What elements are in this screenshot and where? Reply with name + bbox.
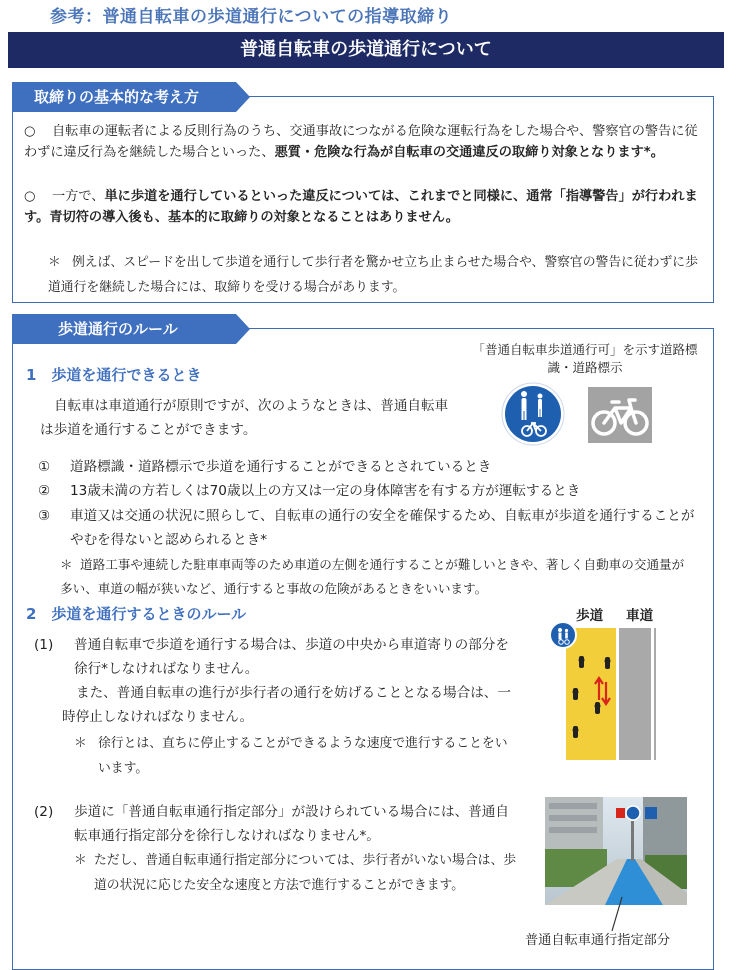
pedestrian-bicycle-sign-icon — [500, 381, 566, 447]
basic-section-tab — [12, 82, 236, 112]
basic-item-2-bullet: ○ — [24, 189, 36, 204]
section1-item-1 — [38, 457, 698, 478]
basic-item-1-bold: 悪質・危険な行為が自転車の交通違反の取締り対象となります*。 — [274, 145, 664, 160]
basic-item-2-bold: 単に歩道を通行しているといった違反については、これまでと同様に、通常「指導警告」が行われます。青切符の導入後も、基本的に取締りの対象となることはありません。 — [24, 189, 698, 225]
rules-section-tab — [12, 314, 236, 344]
section1-item-3 — [38, 504, 698, 552]
sidewalk-diagram — [548, 620, 668, 762]
section2-heading: 2 歩道を通行するときのルール — [26, 605, 247, 623]
rule2-note — [74, 848, 518, 898]
section1-item-2 — [38, 481, 698, 502]
section1-note — [60, 553, 696, 601]
section1-item-2-text: 13歳未満の方若しくは70歳以上の方又は一定の身体障害を有する方が運転するとき — [70, 483, 581, 499]
designated-lane-photo — [545, 797, 687, 905]
cyclist-icon — [595, 702, 601, 714]
basic-item-2 — [24, 186, 704, 228]
rule1-note-mark: ＊ — [74, 736, 87, 751]
rule1 — [34, 633, 514, 681]
rule2-note-mark: ＊ — [74, 853, 87, 868]
section1-item-3-num: ③ — [38, 508, 51, 524]
section1-item-1-text: 道路標識・道路標示で歩道を通行することができるとされているとき — [70, 459, 492, 475]
section1-intro: 自転車は車道通行が原則ですが、次のようなときは、普通自転車は歩道を通行することができます。 — [40, 398, 449, 438]
rule2 — [34, 800, 518, 848]
basic-item-1 — [24, 121, 704, 163]
rule1-note — [74, 731, 514, 781]
section1-item-1-num: ① — [38, 459, 51, 475]
section1-item-3-text: 車道又は交通の状況に照らして、自転車の通行の安全を確保するため、自転車が歩道を通行することがやむを得ないと認められるとき* — [70, 508, 695, 548]
basic-item-1-bullet: ○ — [24, 124, 36, 139]
cyclist-icon — [605, 657, 611, 669]
page-title: 普通自転車の歩道通行について — [8, 32, 724, 68]
basic-note — [48, 250, 698, 300]
cyclist-icon — [573, 726, 579, 738]
bicycle-road-marking-icon — [588, 387, 652, 443]
label-sidewalk: 歩道 — [576, 608, 604, 624]
basic-section-tab-label: 取締りの基本的な考え方 — [34, 88, 200, 106]
rules-section-tab-label: 歩道通行のルール — [58, 320, 178, 338]
cyclist-icon — [579, 656, 585, 668]
rule2-note-text: ただし、普通自転車通行指定部分については、歩行者がいない場合は、歩道の状況に応じた安全な速度と方法で進行することができます。 — [94, 853, 517, 893]
basic-note-text: 例えば、スピードを出して歩道を通行して歩行者を驚かせ立ち止まらせた場合や、警察官の警告に従わずに歩道通行を継続した場合には、取締りを受ける場合があります。 — [48, 255, 698, 295]
sign-caption: 「普通自転車歩道通行可」を示す道路標識・道路標示 — [472, 342, 698, 375]
label-roadway: 車道 — [626, 608, 654, 624]
rule1-text2: また、普通自転車の進行が歩行者の通行を妨げることとなる場合は、一時停止しなければなりません。 — [62, 685, 511, 725]
cyclist-icon — [573, 688, 579, 700]
basic-item-2-text: 一方で、 — [52, 189, 105, 204]
rule1-num: (1) — [34, 637, 54, 653]
basic-note-mark: ＊ — [48, 255, 61, 270]
rule2-text: 歩道に「普通自転車通行指定部分」が設けられている場合には、普通自転車通行指定部分を徐行しなければなりません*。 — [74, 804, 509, 844]
rule1-text: 普通自転車で歩道を通行する場合は、歩道の中央から車道寄りの部分を徐行*しなければなりません。 — [74, 637, 509, 677]
rule1-note-text: 徐行とは、直ちに停止することができるような速度で進行することをいいます。 — [98, 736, 508, 776]
photo-caption: 普通自転車通行指定部分 — [525, 933, 671, 948]
section1-heading: 1 歩道を通行できるとき — [26, 366, 202, 384]
section1-item-2-num: ② — [38, 483, 51, 499]
reference-title: 参考：普通自転車の歩道通行についての指導取締り — [50, 7, 453, 27]
basic-item-1-text: 自転車の運転者による反則行為のうち、交通事故につながる危険な運転行為をした場合や、警察官の警告に従わずに違反行為を継続した場合といった、 — [24, 124, 698, 160]
section1-note-text: 道路工事や連続した駐車車両等のため車道の左側を通行することが難しいときや、著しく自動車の交通量が多い、車道の幅が狭いなど、通行すると事故の危険があるときをいいます。 — [60, 557, 685, 596]
section1-note-mark: ＊ — [60, 557, 73, 572]
rule2-num: (2) — [34, 804, 54, 820]
